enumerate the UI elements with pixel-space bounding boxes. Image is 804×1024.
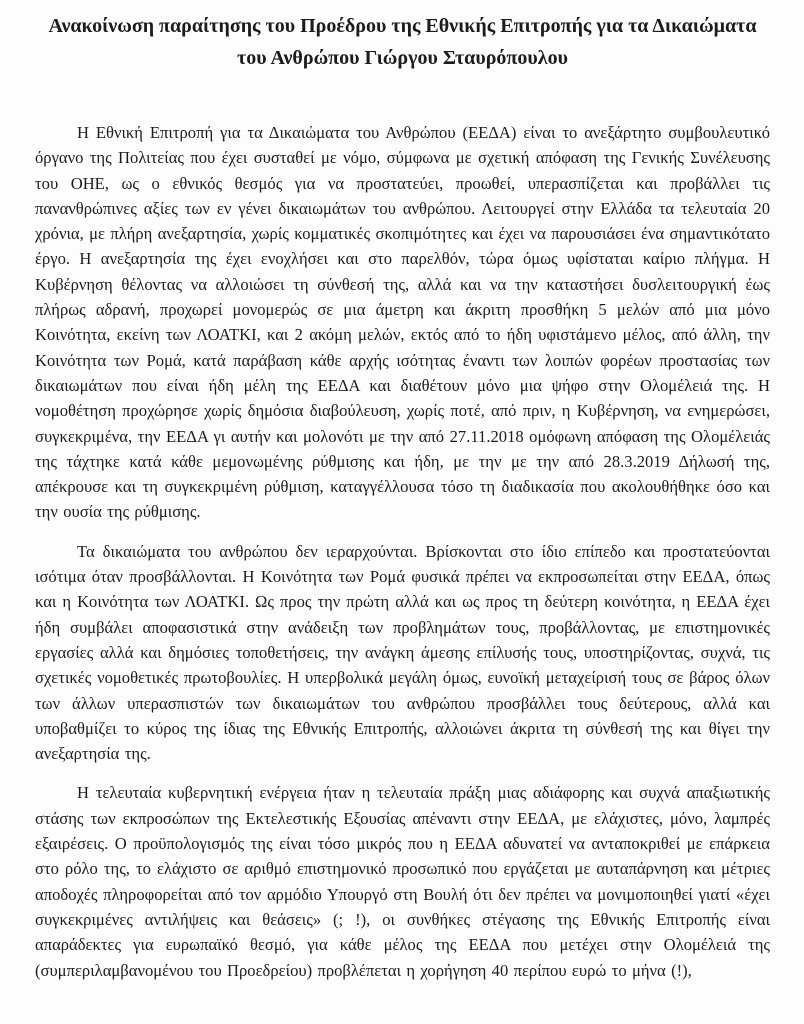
- paragraph-2: Τα δικαιώματα του ανθρώπου δεν ιεραρχούνται. Βρίσκονται στο ίδιο επίπεδο και προστατεύονται ισότιμα όταν προσβάλλονται. Η Κοινότητα των Ρομά φυσικά πρέπει να εκπροσωπείται στην ΕΕΔΑ, όπως και η Κοινότητα των ΛΟΑΤΚΙ. Ως προς την πρώτη αλλά και ως προς τη δεύτερη κοινότητα, η ΕΕΔΑ έχει ήδη συμβάλει αποφασιστικά στην ανάδειξη των προβλημάτων τους, προβάλλοντας, με επιστημονικές εργασίες αλλά και δημόσιες τοποθετήσεις, την ανάγκη άμεσης επίλυσής τους, υποστηρίζοντας, συχνά, τις σχετικές νομοθετικές πρωτοβουλίες. Η υπερβολικά μεγάλη όμως, ευνοϊκή μεταχείρισή τους σε βάρος όλων των άλλων υπερασπιστών των δικαιωμάτων του ανθρώπου προσβάλλει τους δεύτερους, αλλά και υποβαθμίζει το κύρος της ίδιας της Εθνικής Επιτροπής, αλλοιώνει άκριτα τη σύνθεσή της και θίγει την ανεξαρτησία της.: [35, 541, 770, 764]
- paragraph-1: Η Εθνική Επιτροπή για τα Δικαιώματα του Ανθρώπου (ΕΕΔΑ) είναι το ανεξάρτητο συμβουλευτικό όργανο της Πολιτείας που έχει συσταθεί με νόμο, σύμφωνα με σχετική απόφαση της Γενικής Συνέλευσης του ΟΗΕ, ως ο εθνικός θεσμός για να προστατεύει, προωθεί, υπερασπίζεται και προβάλλει τις πανανθρώπινες αξίες των εν γένει δικαιωμάτων του ανθρώπου. Λειτουργεί στην Ελλάδα τα τελευταία 20 χρόνια, με πλήρη ανεξαρτησία, χωρίς κομματικές σκοπιμότητες και έχει να παρουσιάσει ένα σημαντικότατο έργο. Η ανεξαρτησία της έχει ενοχλήσει και στο παρελθόν, τώρα όμως υφίσταται καίριο πλήγμα. Η Κυβέρνηση θέλοντας να αλλοιώσει τη σύνθεσή της, αλλά και να την καταστήσει δυσλειτουργική έως πλήρως αδρανή, προχωρεί μονομερώς σε μια άμετρη και άκριτη προσθήκη 5 μελών από μια μόνο Κοινότητα, εκείνη των ΛΟΑΤΚΙ, και 2 ακόμη μελών, εκτός από το ήδη υφιστάμενο μέλος, από άλλη, την Κοινότητα των Ρομά, κατά παράβαση κάθε αρχής ισότητας έναντι των λοιπών φορέων προστασίας των δικαιωμάτων που είναι ήδη μέλη της ΕΕΔΑ και διαθέτουν μόνο μια ψήφο στην Ολομέλειά της. Η νομοθέτηση προχώρησε χωρίς δημόσια διαβούλευση, χωρίς ποτέ, από πριν, η Κυβέρνηση, να ενημερώσει, συγκεκριμένα, την ΕΕΔΑ γι αυτήν και μολονότι με την από 27.11.2018 ομόφωνη απόφαση της Ολομέλειάς της τάχτηκε κατά κάθε μεμονωμένης ρύθμισης και ήδη, με την με την από 28.3.2019 Δήλωσή της, απέκρουσε και τη συγκεκριμένη ρύθμιση, καταγγέλλουσα τόσο τη διαδικασία που ακολουθήθηκε όσο και την ουσία της ρύθμισης.: [35, 123, 770, 522]
- document-body: [35, 120, 770, 983]
- paragraph-3: Η τελευταία κυβερνητική ενέργεια ήταν η τελευταία πράξη μιας αδιάφορης και συχνά απαξιωτικής στάσης των εκπροσώπων της Εκτελεστικής Εξουσίας απέναντι στην ΕΕΔΑ, με ελάχιστες, μόνο, λαμπρές εξαιρέσεις. Ο προϋπολογισμός της είναι τόσο μικρός που η ΕΕΔΑ αδυνατεί να ανταποκριθεί με επάρκεια στο ρόλο της, το ελάχιστο σε αριθμό επιστημονικό προσωπικό που εργάζεται με αυταπάρνηση και μέτριες αποδοχές πληροφορείται από τον αρμόδιο Υπουργό στη Βουλή ότι δεν πρέπει να μονιμοποιηθεί γιατί «έχει συγκεκριμένες αντιλήψεις και θεάσεις» (; !), οι συνθήκες στέγασης της Εθνικής Επιτροπής είναι απαράδεκτες για ευρωπαϊκό θεσμό, για κάθε μέλος της ΕΕΔΑ που μετέχει στην Ολομέλειά της (συμπεριλαμβανομένου του Προεδρείου) προβλέπεται η χορήγηση 40 περίπου ευρώ το μήνα (!),: [35, 783, 770, 980]
- document-title: Ανακοίνωση παραίτησης του Προέδρου της Εθνικής Επιτροπής για τα Δικαιώματα του Ανθρώπου Γιώργου Σταυρόπουλου: [48, 15, 757, 69]
